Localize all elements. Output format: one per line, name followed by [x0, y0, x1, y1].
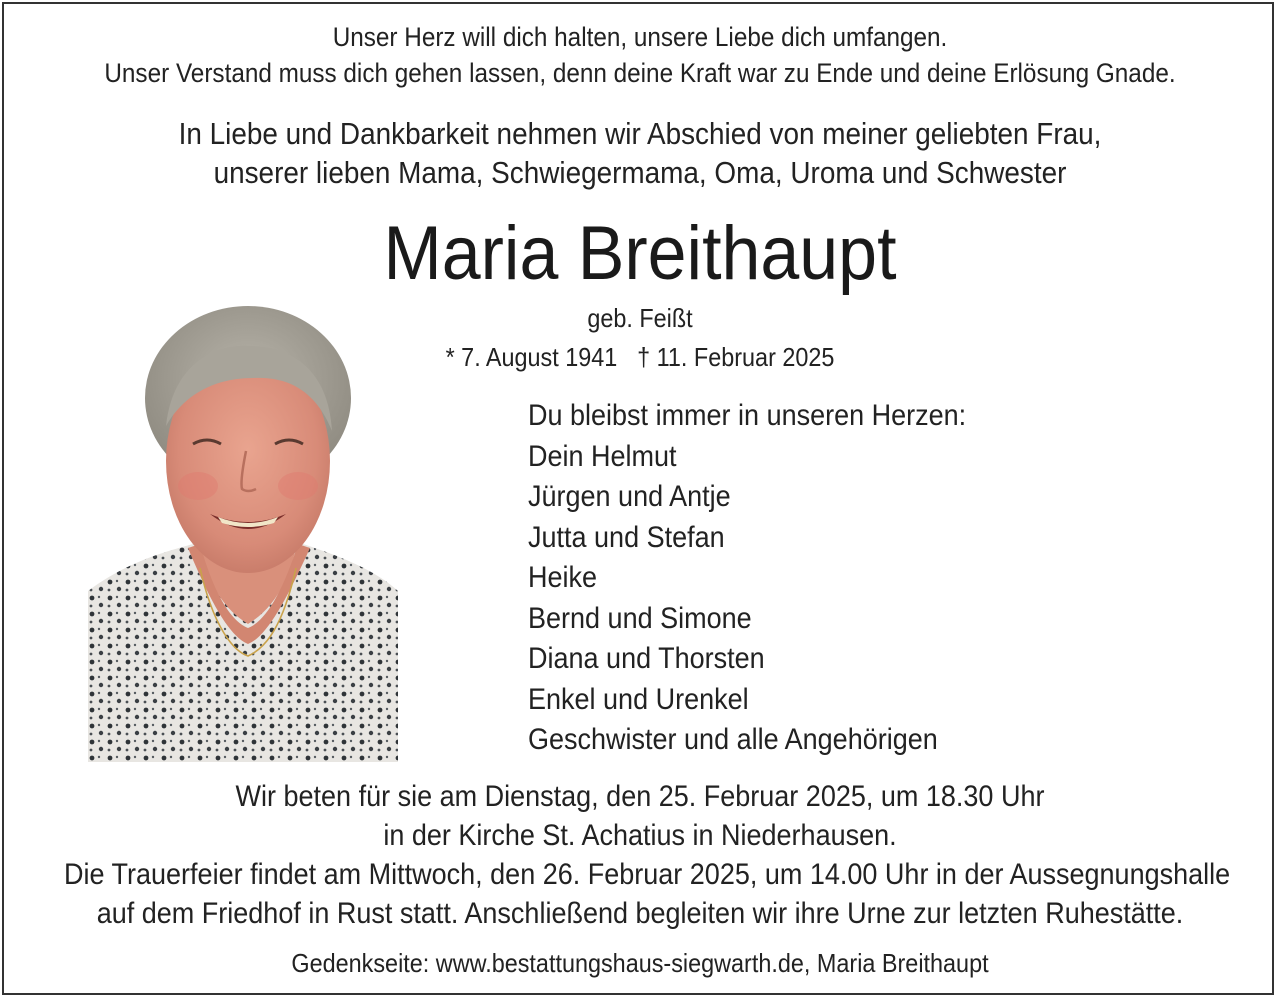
mourner-item: Geschwister und alle Angehörigen: [528, 723, 938, 756]
motto-line-2: Unser Verstand muss dich gehen lassen, denn deine Kraft war zu Ende und deine Erlösung Gnade.: [104, 58, 1176, 88]
mourner-item: Heike: [528, 561, 598, 594]
service-line-3: Die Trauerfeier findet am Mittwoch, den 26. Februar 2025, um 14.00 Uhr in der Aussegnungshalle: [64, 858, 1231, 891]
intro-line-1: In Liebe und Dankbarkeit nehmen wir Abschied von meiner geliebten Frau,: [178, 116, 1102, 151]
born-name: geb. Feißt: [587, 303, 693, 333]
birth-date: * 7. August 1941: [445, 342, 618, 372]
mourner-item: Diana und Thorsten: [528, 642, 765, 675]
mourner-item: Dein Helmut: [528, 439, 677, 473]
death-date: † 11. Februar 2025: [637, 342, 835, 372]
service-line-4: auf dem Friedhof in Rust statt. Anschließend begleiten wir ihre Urne zur letzten Ruhestätte.: [96, 897, 1184, 930]
service-line-2: in der Kirche St. Achatius in Niederhausen.: [383, 819, 897, 852]
intro-line-2: unserer lieben Mama, Schwiegermama, Oma, Uroma und Schwester: [213, 155, 1067, 190]
mourner-item: Enkel und Urenkel: [528, 682, 749, 716]
mourners-list: [528, 396, 1088, 761]
service-line-1: Wir beten für sie am Dienstag, den 25. Februar 2025, um 18.30 Uhr: [235, 780, 1045, 813]
mourner-item: Jürgen und Antje: [528, 480, 731, 513]
memorial-page-link[interactable]: Gedenkseite: www.bestattungshaus-siegwarth.de, Maria Breithaupt: [291, 948, 989, 978]
mourner-item: Bernd und Simone: [528, 601, 752, 635]
deceased-name: Maria Breithaupt: [383, 211, 897, 296]
motto-line-1: Unser Herz will dich halten, unsere Liebe dich umfangen.: [332, 22, 948, 52]
portrait-photo: [88, 306, 398, 762]
mourners-heading: Du bleibst immer in unseren Herzen:: [528, 399, 967, 432]
mourner-item: Jutta und Stefan: [528, 520, 725, 554]
